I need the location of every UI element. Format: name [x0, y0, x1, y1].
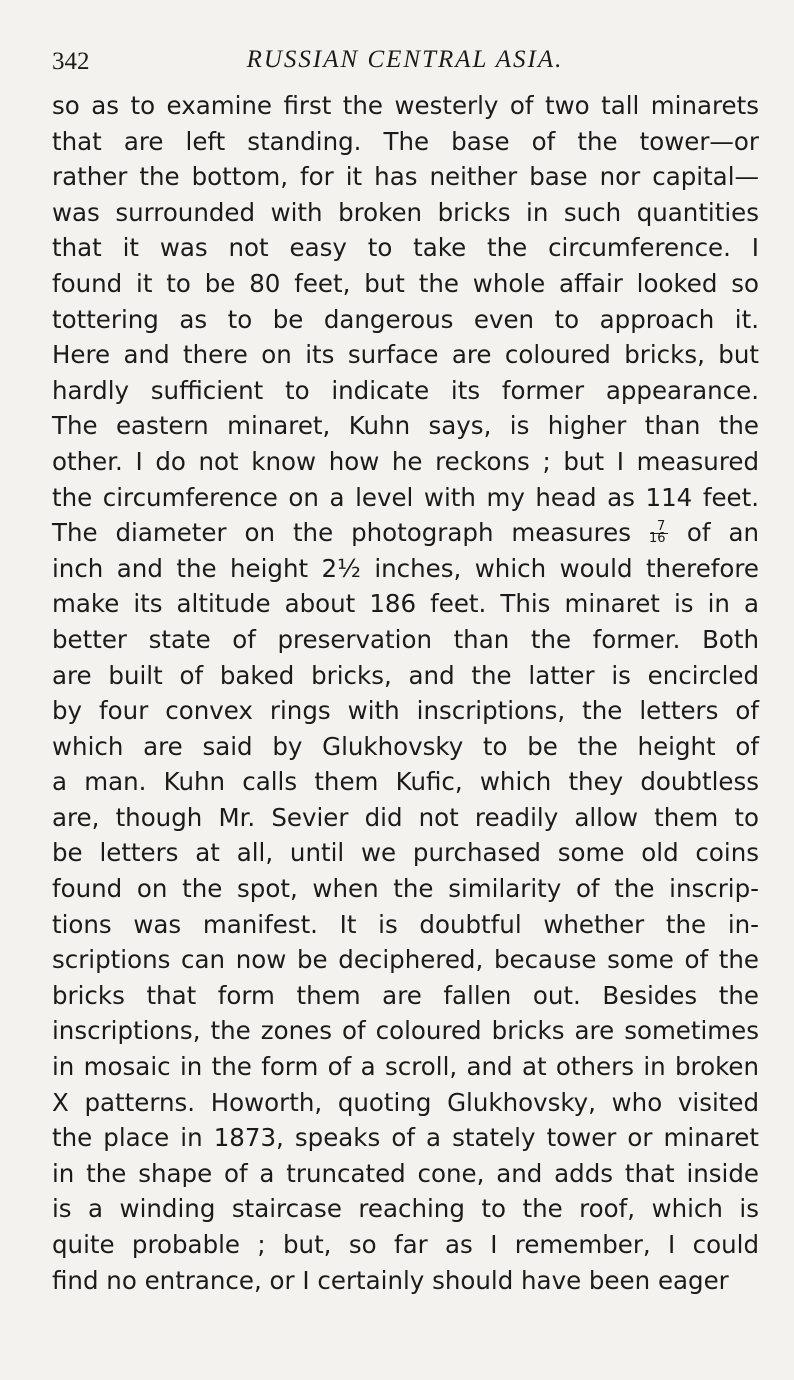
fraction-line-before: The diameter on the photograph measures	[52, 518, 632, 548]
text-line: X patterns. Howorth, quoting Glukhovsky, who visited	[52, 1087, 759, 1117]
text-line: Here and there on its surface are coloured bricks, but	[52, 340, 759, 370]
fraction	[648, 519, 669, 547]
text-line: are, though Mr. Sevier did not readily allow them to	[52, 802, 759, 832]
fraction-denominator: 16	[648, 531, 666, 547]
text-line: The eastern minaret, Kuhn says, is higher than the	[52, 411, 759, 441]
text-line: found it to be 80 feet, but the whole affair looked so	[52, 268, 759, 298]
text-line: tions was manifest. It is doubtful whether the in-	[52, 909, 759, 939]
fraction-line-after: of an	[686, 518, 759, 548]
text-line: bricks that form them are fallen out. Besides the	[52, 980, 759, 1010]
fraction-text-line	[52, 515, 759, 551]
text-line: the circumference on a level with my head as 114 feet.	[52, 482, 759, 512]
text-line: scriptions can now be deciphered, because some of the	[52, 945, 759, 975]
text-line: so as to examine first the westerly of two tall minarets	[52, 91, 759, 120]
text-line: which are said by Glukhovsky to be the height of	[52, 731, 759, 761]
text-line: better state of preservation than the former. Both	[52, 624, 759, 654]
text-line: inscriptions, the zones of coloured bricks are sometimes	[52, 1016, 759, 1046]
text-line: tottering as to be dangerous even to approach it.	[52, 304, 759, 334]
text-line: by four convex rings with inscriptions, the letters of	[52, 696, 759, 726]
text-line: in mosaic in the form of a scroll, and at others in broken	[52, 1052, 759, 1082]
text-line: make its altitude about 186 feet. This minaret is in a	[52, 589, 759, 619]
text-line: are built of baked bricks, and the latter is encircled	[52, 660, 759, 690]
body-text	[52, 88, 759, 1298]
text-line: other. I do not know how he reckons ; but I measured	[52, 446, 759, 476]
text-line: be letters at all, until we purchased some old coins	[52, 838, 759, 868]
text-line: found on the spot, when the similarity of the inscrip-	[52, 874, 759, 904]
fraction-numerator: 7	[656, 519, 666, 535]
text-line: in the shape of a truncated cone, and adds that inside	[52, 1158, 759, 1188]
text-line: quite probable ; but, so far as I remember, I could	[52, 1230, 759, 1259]
text-line: hardly sufficient to indicate its former appearance.	[52, 375, 759, 405]
text-line: that it was not easy to take the circumference. I	[52, 233, 759, 263]
text-line: rather the bottom, for it has neither base nor capital—	[52, 162, 759, 192]
page-number: 342	[52, 48, 90, 75]
running-title: RUSSIAN CENTRAL ASIA.	[246, 46, 564, 73]
text-line: was surrounded with broken bricks in such quantities	[52, 197, 759, 227]
text-line: that are left standing. The base of the tower—or	[52, 126, 759, 156]
text-line: a man. Kuhn calls them Kufic, which they doubtless	[52, 767, 759, 797]
text-line: find no entrance, or I certainly should have been eager	[52, 1265, 729, 1295]
page-header	[52, 46, 758, 80]
text-line: is a winding staircase reaching to the roof, which is	[52, 1194, 759, 1224]
text-line: inch and the height 2½ inches, which would therefore	[52, 553, 759, 583]
text-line: the place in 1873, speaks of a stately tower or minaret	[52, 1123, 759, 1153]
